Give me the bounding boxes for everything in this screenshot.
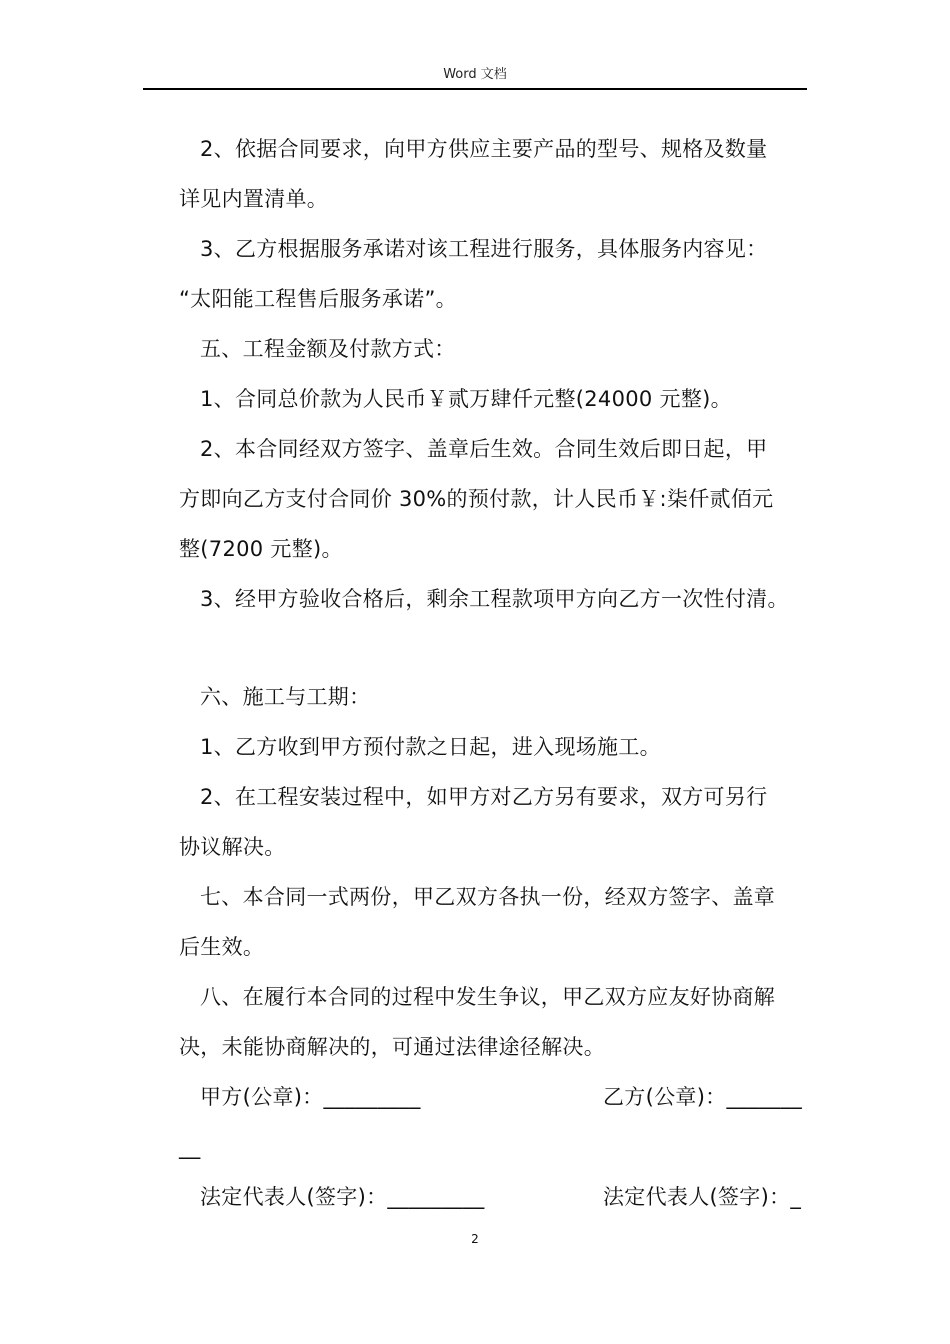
clause-line: 3、乙方根据服务承诺对该工程进行服务，具体服务内容见： [200,237,768,261]
clause-line: 方即向乙方支付合同价 30%的预付款，计人民币￥:柒仟贰佰元 [179,487,774,511]
section-heading: 六、施工与工期： [200,685,371,709]
page-number: 2 [471,1232,479,1246]
clause-line: 2、本合同经双方签字、盖章后生效。合同生效后即日起，甲 [200,437,768,461]
clause-line: 2、在工程安装过程中，如甲方对乙方另有要求，双方可另行 [200,785,768,809]
party-b-seal-field: 乙方(公章)：_______ [603,1085,803,1109]
clause-line: 后生效。 [179,935,265,959]
clause-line: “太阳能工程售后服务承诺”。 [179,287,457,311]
clause-line: 决，未能协商解决的，可通过法律途径解决。 [179,1035,605,1059]
clause-line: 协议解决。 [179,835,286,859]
clause-line: 2、依据合同要求，向甲方供应主要产品的型号、规格及数量 [200,137,768,161]
clause-line: 详见内置清单。 [179,187,329,211]
party-b-representative-field: 法定代表人(签字)：_ [603,1185,802,1209]
party-a-representative-field: 法定代表人(签字)：_________ [200,1185,485,1209]
section-heading: 八、在履行本合同的过程中发生争议，甲乙双方应友好协商解 [200,985,776,1009]
section-heading: 五、工程金额及付款方式： [200,337,456,361]
page-header: Word 文档 [443,67,507,82]
clause-line: 3、经甲方验收合格后，剩余工程款项甲方向乙方一次性付清。 [200,587,789,611]
party-a-seal-field: 甲方(公章)：_________ [200,1085,421,1109]
clause-line: 整(7200 元整)。 [179,537,343,561]
clause-line: 1、乙方收到甲方预付款之日起，进入现场施工。 [200,735,661,759]
header-divider [143,88,807,90]
party-b-seal-field-continued: __ [179,1135,201,1159]
clause-line: 1、合同总价款为人民币￥贰万肆仟元整(24000 元整)。 [200,387,732,411]
section-heading: 七、本合同一式两份，甲乙双方各执一份，经双方签字、盖章 [200,885,776,909]
